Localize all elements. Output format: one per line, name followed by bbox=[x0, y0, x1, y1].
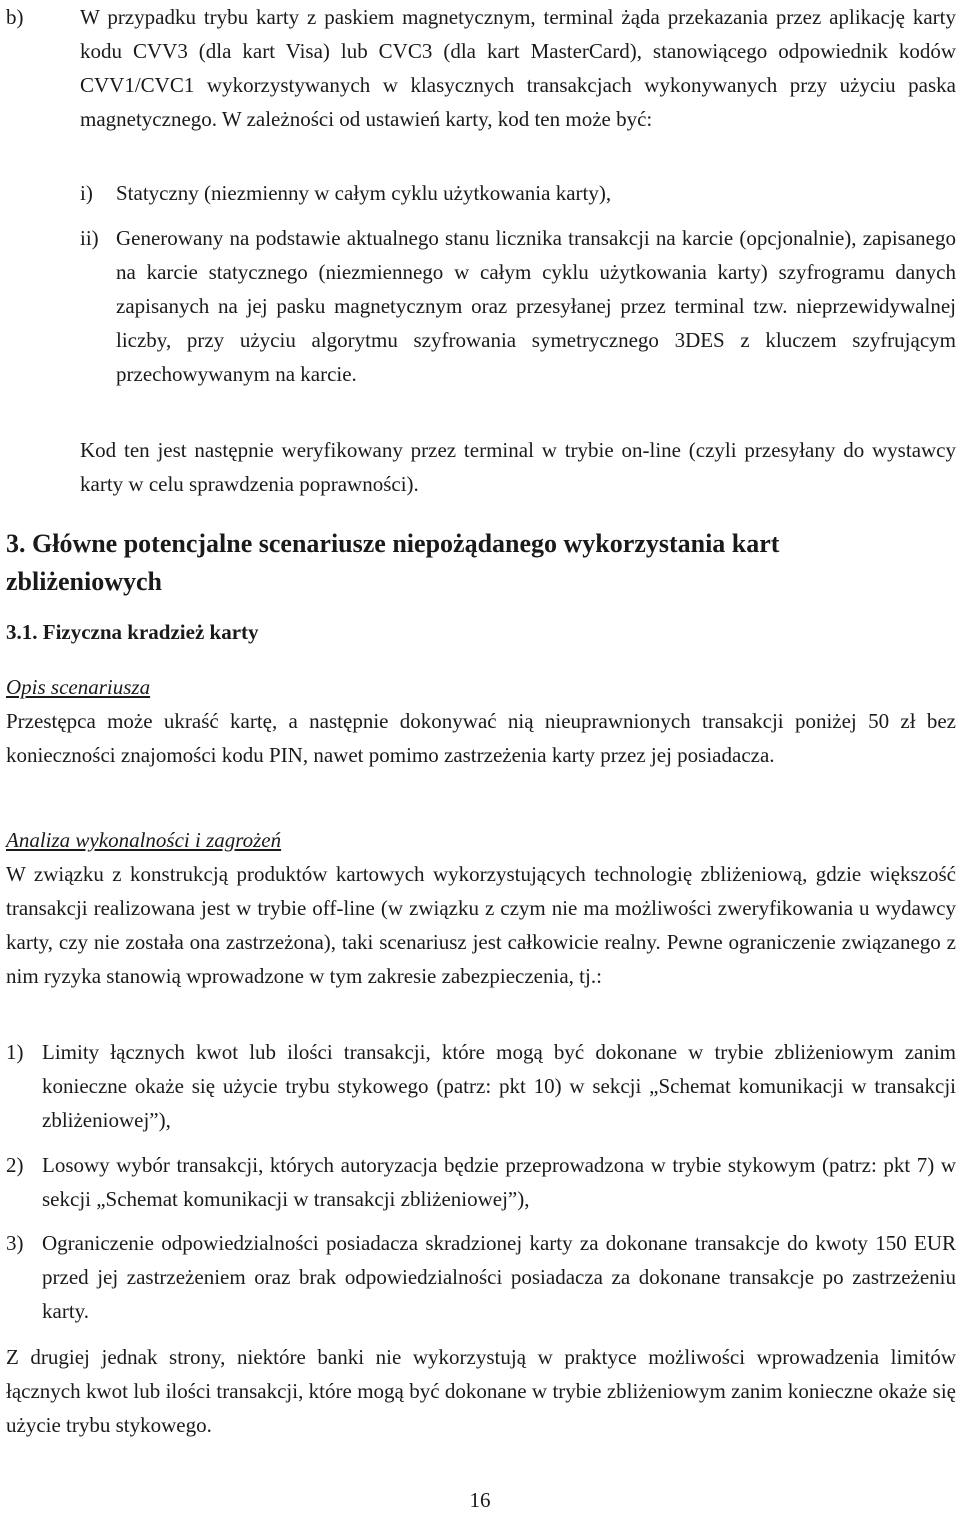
section-3-heading bbox=[6, 525, 956, 601]
list-marker-b: b) bbox=[6, 5, 24, 29]
analiza-heading: Analiza wykonalności i zagrożeń bbox=[6, 828, 282, 852]
section-3-heading-line2: zbliżeniowych bbox=[6, 567, 162, 596]
closing-paragraph: Z drugiej jednak strony, niektóre banki nie wykorzystują w praktyce możliwości wprowadzenia limitów łącznych kwot lub ilości transakcji, które mogą być dokonane w trybie zbliżeniowym zanim konieczne okaże się użycie trybu stykowego. bbox=[6, 1345, 956, 1437]
sub-item-ii-text: Generowany na podstawie aktualnego stanu licznika transakcji na karcie (opcjonalnie), zapisanego na karcie statycznego (niezmiennego w całym cyklu użytkowania karty) szyfrogramu danych zapisanych na jej pasku magnetycznym oraz przesyłanej przez terminal tzw. nieprzewidywalnej liczby, przy użyciu algorytmu szyfrowania symetrycznego 3DES z kluczem szyfrującym przechowywanym na karcie. bbox=[116, 226, 956, 386]
sub-marker-i: i) bbox=[80, 181, 93, 205]
sub-item-ii bbox=[80, 221, 956, 391]
section-3-heading-line1: 3. Główne potencjalne scenariusze niepożądanego wykorzystania kart bbox=[6, 529, 780, 558]
sub-item-i-text: Statyczny (niezmienny w całym cyklu użytkowania karty), bbox=[116, 181, 612, 205]
list-item-3-text: Ograniczenie odpowiedzialności posiadacza skradzionej karty za dokonane transakcje do kwoty 150 EUR przed jej zastrzeżeniem oraz brak odpowiedzialności posiadacza za dokonane transakcje po zastrzeżeniu karty. bbox=[42, 1231, 956, 1323]
analiza-paragraph: W związku z konstrukcją produktów kartowych wykorzystujących technologię zbliżeniową, gdzie większość transakcji realizowana jest w trybie off-line (w związku z czym nie ma możliwości zweryfikowania u wydawcy karty, czy nie została ona zastrzeżona), taki scenariusz jest całkowicie realny. Pewne ograniczenie związanego z nim ryzyka stanowią wprowadzone w tym zakresie zabezpieczenia, tj.: bbox=[6, 862, 956, 988]
list-item-2-text: Losowy wybór transakcji, których autoryzacja będzie przeprowadzona w trybie stykowym (patrz: pkt 7) w sekcji „Schemat komunikacji w transakcji zbliżeniowej”), bbox=[42, 1153, 956, 1211]
sub-item-i bbox=[80, 176, 956, 210]
list-item-3 bbox=[6, 1226, 956, 1328]
section-3-1-heading: 3.1. Fizyczna kradzież karty bbox=[6, 620, 259, 644]
list-item-2 bbox=[6, 1148, 956, 1216]
list-marker-1: 1) bbox=[6, 1040, 24, 1064]
list-marker-3: 3) bbox=[6, 1231, 24, 1255]
verification-paragraph: Kod ten jest następnie weryfikowany przez terminal w trybie on-line (czyli przesyłany do wystawcy karty w celu sprawdzenia poprawności). bbox=[80, 438, 956, 496]
list-item-1-text: Limity łącznych kwot lub ilości transakcji, które mogą być dokonane w trybie zbliżeniowym zanim konieczne okaże się użycie trybu stykowego (patrz: pkt 10) w sekcji „Schemat komunikacji w transakcji zbliżeniowej”), bbox=[42, 1040, 956, 1132]
opis-heading: Opis scenariusza bbox=[6, 675, 151, 699]
list-item-b-text: W przypadku trybu karty z paskiem magnetycznym, terminal żąda przekazania przez aplikację karty kodu CVV3 (dla kart Visa) lub CVC3 (dla kart MasterCard), stanowiącego odpowiednik kodów CVV1/CVC1 wykorzystywanych w klasycznych transakcjach wykonywanych przy użyciu paska magnetycznego. W zależności od ustawień karty, kod ten może być: bbox=[80, 5, 956, 131]
opis-paragraph: Przestępca może ukraść kartę, a następnie dokonywać nią nieuprawnionych transakcji poniżej 50 zł bez konieczności znajomości kodu PIN, nawet pomimo zastrzeżenia karty przez jej posiadacza. bbox=[6, 709, 956, 767]
list-item-1 bbox=[6, 1035, 956, 1137]
list-marker-2: 2) bbox=[6, 1153, 24, 1177]
sub-marker-ii: ii) bbox=[80, 226, 99, 250]
list-item-b bbox=[6, 0, 956, 136]
page-number: 16 bbox=[469, 1488, 491, 1512]
